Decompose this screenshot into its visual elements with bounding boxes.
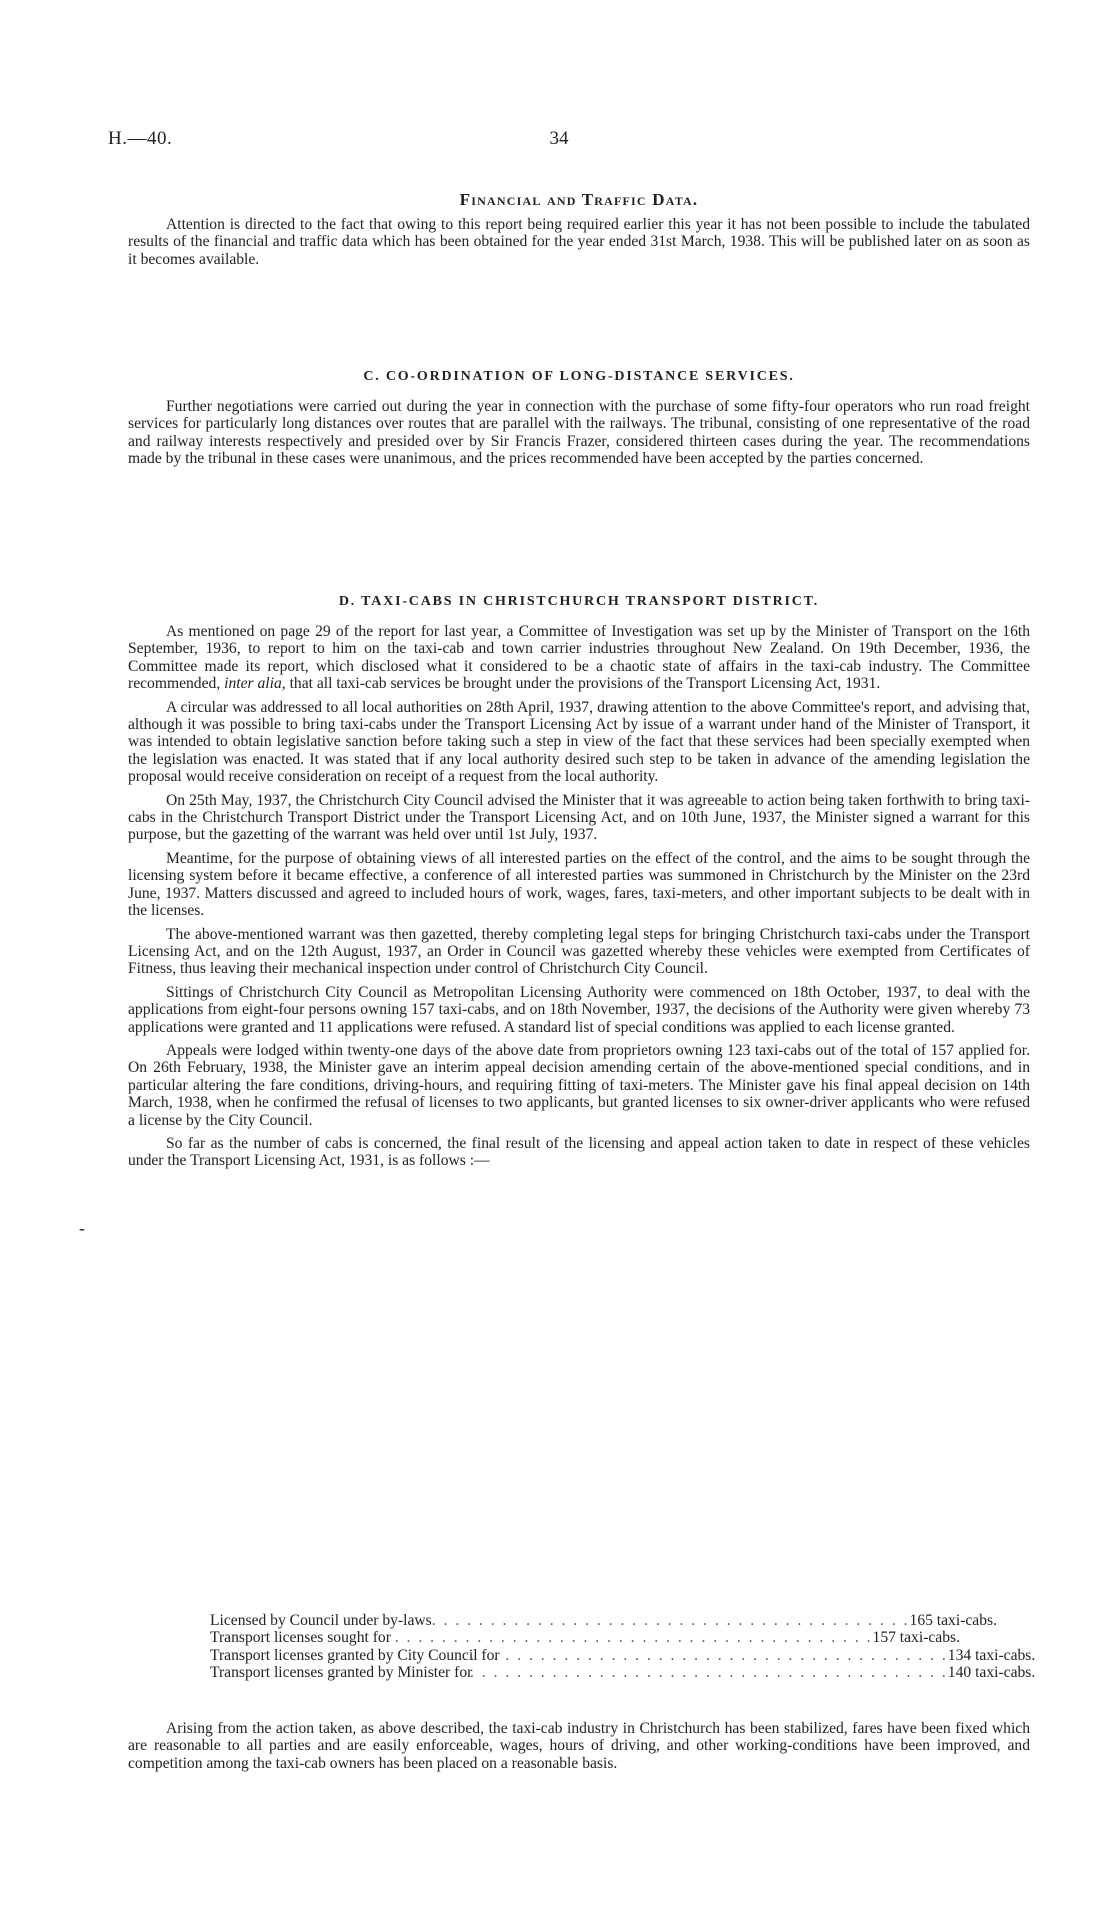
paragraph: Appeals were lodged within twenty-one days of the above date from proprietors owning 123 taxi-cabs out of the total of 157 applied for. On 26th February, 1938, the Minister gave an interim appeal decision amending certain of the above-mentioned special conditions, and in particular altering the fare conditions, driving-hours, and requiring fitting of taxi-meters. The Minister gave his final appeal decision on 14th March, 1938, when he confirmed the refusal of licenses to two applicants, but granted licenses to six owner-driver applicants who were refused a license by the City Council. [128,1041,1030,1129]
list-item-label: Licensed by Council under by-laws [210,1612,432,1629]
leader-dots: . . . . . . . . . . . . . . . . . . . . . . . . . . . . . . . . . . . . . . . . . [470,1664,948,1682]
closing-block [128,1720,1030,1778]
leader-dots: . . . . . . . . . . . . . . . . . . . . . . . . . . . . . . . . . . . . . . . . . [470,1646,948,1664]
list-item [210,1664,1036,1682]
list-item-value: 157 taxi-cabs. [872,1629,960,1647]
section-financial-traffic [128,190,1030,274]
section-title: D. TAXI-CABS IN CHRISTCHURCH TRANSPORT DISTRICT. [338,594,820,609]
paragraph [128,623,1030,693]
list-item-label: Transport licenses granted by City Council for [210,1646,500,1664]
margin-mark: - [79,1218,85,1238]
paragraph: Meantime, for the purpose of obtaining views of all interested parties on the effect of the control, and the aims to be sought through the licensing system before it became effective, a conference of all interested parties was summoned in Christchurch by the Minister on the 23rd June, 1937. Matters discussed and agreed to included hours of work, wages, fares, taxi-meters, and other important subjects to be dealt with in the licenses. [128,849,1030,920]
closing-paragraph: Arising from the action taken, as above described, the taxi-cab industry in Christchurch has been stabilized, fares have been fixed which are reasonable to all parties and are easily enforceable, wages, hours of driving, and other working-conditions have been improved, and competition among the taxi-cab owners has been placed on a reasonable basis. [128,1720,1030,1772]
paragraph: On 25th May, 1937, the Christchurch City Council advised the Minister that it was agreeable to action being taken forthwith to bring taxi-cabs in the Christchurch Transport District under the Transport Licensing Act, and on 10th June, 1937, the Minister signed a warrant for this purpose, but the gazetting of the warrant was held over until 1st July, 1937. [128,791,1030,844]
section-coordination [128,369,1030,474]
section-title: C. CO-ORDINATION OF LONG-DISTANCE SERVICES. [363,369,795,384]
paragraph: Further negotiations were carried out during the year in connection with the purchase of some fifty-four operators who run road freight services for particularly long distances over routes that are parallel with the railways. The tribunal, consisting of one representative of the road and railway interests respectively and presided over by Sir Francis Frazer, considered thirteen cases during the year. The recommendations made by the tribunal in these cases were unanimous, and the prices recommended have been accepted by the parties concerned. [128,398,1030,468]
list-item-value: 134 taxi-cabs. [947,1646,1036,1664]
list-item-label: Transport licenses granted by Minister for [210,1664,473,1682]
paragraph: So far as the number of cabs is concerned, the final result of the licensing and appeal action taken to date in respect of these vehicles under the Transport Licensing Act, 1931, is as follows :— [128,1134,1030,1170]
section-taxi-cabs [128,594,1030,1176]
paragraph: Attention is directed to the fact that owing to this report being required earlier this year it has not been possible to include the tabulated results of the financial and traffic data which has been obtained for the year ended 31st March, 1938. This will be published later on as soon as it becomes available. [128,216,1030,268]
taxi-cab-figures-list [210,1612,1036,1682]
paragraph: A circular was addressed to all local authorities on 28th April, 1937, drawing attention to the above Committee's report, and advising that, although it was possible to bring taxi-cabs under the Transport Licensing Act by issue of a warrant under hand of the Minister of Transport, it was intended to obtain legislative sanction before taking such a step in view of the fact that these services had been specially exempted when the legislation was enacted. It was stated that if any local authority desired such step to be taken in advance of the amending legislation the proposal would receive consideration on receipt of a request from the local authority. [128,698,1030,786]
list-item-label: Transport licenses sought for [210,1629,391,1647]
section-title: Financial and Traffic Data. [459,190,699,209]
leader-dots: . . . . . . . . . . . . . . . . . . . . . . . . . . . . . . . . . . . . . . . . . [394,1629,873,1647]
paragraph-text: that all taxi-cab services be brought under the provisions of the Transport Licensing Act, 1931. [289,675,881,693]
paragraph: Sittings of Christchurch City Council as Metropolitan Licensing Authority were commenced on 18th October, 1937, to deal with the applications from eight-four persons owning 157 taxi-cabs, and on 18th November, 1937, the decisions of the Authority were given whereby 73 applications were granted and 11 applications were refused. A standard list of special conditions was applied to each license granted. [128,983,1030,1036]
document-reference: H.—40. [108,128,173,149]
paragraph-text: As mentioned on page 29 of the report for last year, a Committee of Investigation was set up by the Minister of Transport on the 16th September, 1936, to report to him on the taxi-cab and town carrier industries throughout New Zealand. On 19th December, 1936, the Committee made its report, which disclosed what it considered to be a chaotic state of affairs in the taxi-cab industry. The Committee recommended, [128,623,1030,693]
list-item [210,1646,1036,1664]
latin-phrase: inter alia, [224,675,286,693]
page-number: 34 [549,128,569,149]
leader-dots: . . . . . . . . . . . . . . . . . . . . . . . . . . . . . . . . . . . . . . . . . [431,1612,910,1629]
list-item-value: 140 taxi-cabs. [947,1664,1036,1682]
list-item [210,1629,960,1646]
list-item-value: 165 taxi-cabs. [909,1612,997,1629]
paragraph: The above-mentioned warrant was then gazetted, thereby completing legal steps for bringing Christchurch taxi-cabs under the Transport Licensing Act, and on the 12th August, 1937, an Order in Council was gazetted whereby these vehicles were exempted from Certificates of Fitness, thus leaving their mechanical inspection under control of Christchurch City Council. [128,925,1030,978]
list-item [210,1612,997,1629]
